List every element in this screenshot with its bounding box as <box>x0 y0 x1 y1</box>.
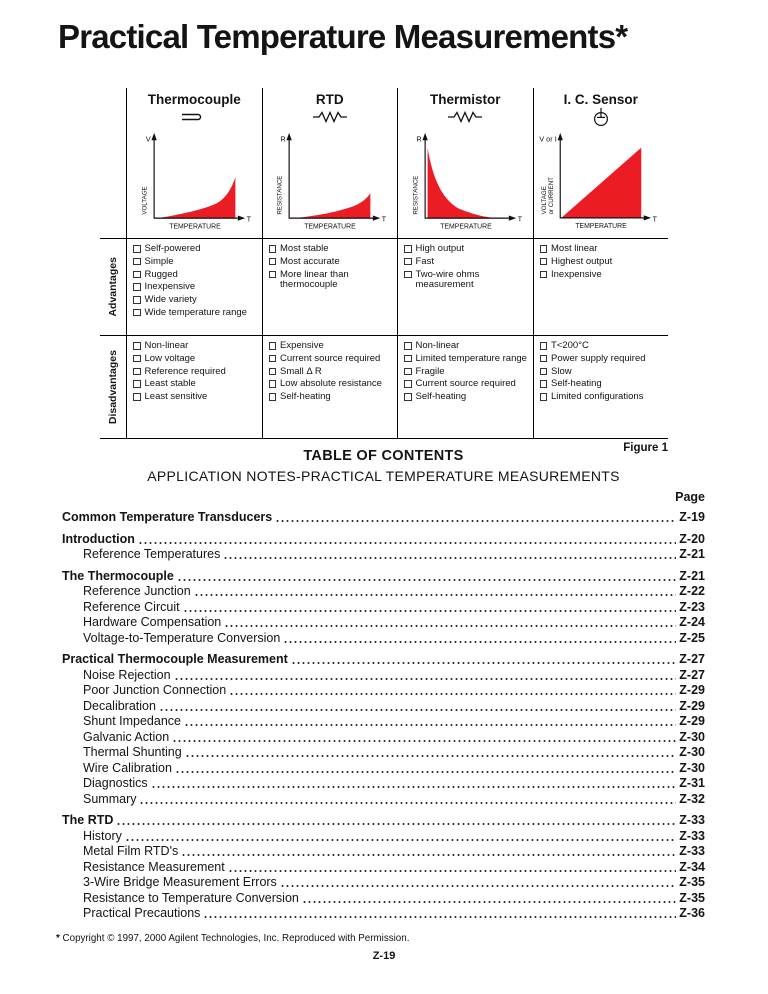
check-label: Rugged <box>144 268 178 280</box>
check-label: Most accurate <box>280 255 340 267</box>
toc-main-title: The RTD <box>62 813 114 827</box>
checkbox-icon <box>133 258 141 266</box>
y-axis-label <box>277 175 284 214</box>
checkbox-icon <box>269 258 277 266</box>
figure-row-label-cell <box>100 238 126 335</box>
toc-entry-sub <box>62 668 705 684</box>
check-item <box>540 367 666 378</box>
check-item <box>133 341 259 352</box>
toc-sub-page: Z-22 <box>679 584 705 598</box>
check-label: Current source required <box>415 378 516 390</box>
toc-entry-main <box>62 569 705 585</box>
check-item <box>133 392 259 403</box>
check-item <box>404 257 530 268</box>
check-list <box>534 336 669 403</box>
resistor-icon <box>312 111 348 123</box>
toc-entry-sub <box>62 683 705 699</box>
checkbox-icon <box>133 355 141 363</box>
checkbox-icon <box>404 271 412 279</box>
toc-sub-title: History <box>83 828 122 843</box>
check-item <box>133 354 259 365</box>
resistor-icon <box>447 111 483 123</box>
check-item <box>269 392 395 403</box>
checkbox-icon <box>269 271 277 279</box>
toc-main-title: The Thermocouple <box>62 568 174 583</box>
checkbox-icon <box>133 368 141 376</box>
check-list <box>398 239 533 291</box>
sensor-graph <box>266 128 393 238</box>
y-axis-label <box>412 175 419 214</box>
dot-leader <box>291 661 677 665</box>
toc-sub-page: Z-27 <box>679 667 705 682</box>
check-item <box>404 367 530 378</box>
toc-entry-sub <box>62 745 705 761</box>
check-item <box>269 257 395 268</box>
check-list <box>398 336 533 403</box>
checkbox-icon <box>269 342 277 350</box>
sensor-checklist-cell <box>126 238 262 335</box>
toc-sub-title: Galvanic Action <box>83 729 170 744</box>
y-axis-label-line: RESISTANCE <box>276 175 284 215</box>
check-label: Self-heating <box>415 391 467 403</box>
check-label: Most stable <box>280 243 329 254</box>
dot-leader <box>302 900 676 904</box>
toc-entry-sub <box>62 860 705 876</box>
check-item <box>269 341 395 352</box>
toc-entry-sub <box>62 615 705 631</box>
toc-entry-sub <box>62 547 705 563</box>
dot-leader <box>224 624 676 628</box>
check-label: Self-heating <box>551 378 602 390</box>
sensor-checklist-cell <box>533 238 669 335</box>
toc-entry-sub <box>62 699 705 715</box>
y-axis-label-line: or CURRENT <box>548 177 556 215</box>
dot-leader <box>283 640 676 644</box>
check-item <box>269 270 395 292</box>
check-label: Self-powered <box>144 243 201 254</box>
sensor-curve <box>290 193 371 219</box>
checkbox-icon <box>540 271 548 279</box>
toc-entry-sub <box>62 792 705 808</box>
toc-sub-page: Z-29 <box>679 698 705 713</box>
toc-sub-title: Reference Circuit <box>83 599 180 614</box>
dot-leader <box>181 853 676 857</box>
sensor-checklist-cell <box>262 238 398 335</box>
dot-leader <box>280 884 676 888</box>
toc-main-page: Z-20 <box>679 531 705 546</box>
toc-sub-page: Z-23 <box>679 599 705 614</box>
figure-caption: Figure 1 <box>623 442 668 454</box>
check-list <box>263 336 398 403</box>
check-item <box>540 270 666 281</box>
figure-row-label-cell <box>100 88 126 238</box>
toc-sub-page: Z-21 <box>679 547 705 561</box>
toc-sub-page: Z-35 <box>679 890 705 905</box>
toc-main-title: Common Temperature Transducers <box>62 510 273 524</box>
check-label: Wide temperature range <box>144 306 247 318</box>
toc-group <box>62 652 705 807</box>
check-item <box>133 308 259 319</box>
check-item <box>269 354 395 365</box>
toc-subheading: APPLICATION NOTES-PRACTICAL TEMPERATURE MEASUREMENTS <box>147 468 620 484</box>
checkbox-icon <box>133 342 141 350</box>
check-label: Least sensitive <box>144 391 208 403</box>
toc-group <box>62 813 705 922</box>
toc-sub-page: Z-30 <box>679 760 705 775</box>
x-axis-letter: T <box>381 214 387 224</box>
y-axis-label <box>141 186 148 214</box>
check-item <box>540 392 666 403</box>
check-list <box>263 239 398 291</box>
check-item <box>404 341 530 352</box>
check-item <box>540 341 666 352</box>
check-item <box>404 354 530 365</box>
toc-entry-sub <box>62 761 705 777</box>
check-label: Inexpensive <box>551 268 602 280</box>
toc-sub-title: Voltage-to-Temperature Conversion <box>83 630 281 645</box>
toc-entry-main <box>62 510 705 526</box>
y-axis-label-line: RESISTANCE <box>412 175 420 215</box>
dot-leader <box>185 754 677 758</box>
dot-leader <box>203 915 676 919</box>
check-label: Most linear <box>551 243 598 254</box>
toc-sub-title: Reference Junction <box>83 584 191 598</box>
toc-sub-title: Diagnostics <box>83 776 148 790</box>
toc-subentries <box>62 668 705 808</box>
sensor-icon-wrap <box>447 108 483 127</box>
toc-subentries <box>62 547 705 563</box>
toc-sub-title: Practical Precautions <box>83 906 201 920</box>
toc-entry-sub <box>62 600 705 616</box>
sensor-checklist-cell <box>397 335 533 439</box>
checkbox-icon <box>540 245 548 253</box>
row-label: Advantages <box>107 257 119 317</box>
checkbox-icon <box>404 258 412 266</box>
check-label: Power supply required <box>551 352 646 364</box>
check-label: T<200°C <box>551 340 589 351</box>
toc-entry-sub <box>62 844 705 860</box>
dot-leader <box>174 677 677 681</box>
y-axis-letter: V <box>145 133 151 143</box>
x-axis-letter: T <box>517 214 522 224</box>
check-label: Simple <box>144 255 174 267</box>
check-label: Two-wire ohms measurement <box>415 268 480 291</box>
toc-sub-title: Hardware Compensation <box>83 615 222 629</box>
check-item <box>269 379 395 390</box>
toc-group <box>62 510 705 526</box>
checkbox-icon <box>404 355 412 363</box>
toc-entry-sub <box>62 829 705 845</box>
checkbox-icon <box>540 380 548 388</box>
check-label: Wide variety <box>144 294 197 306</box>
check-item <box>133 270 259 281</box>
page-number: Z-19 <box>372 950 396 962</box>
toc-sub-page: Z-30 <box>679 745 705 759</box>
sensor-icon-wrap <box>312 108 348 127</box>
check-item <box>133 257 259 268</box>
checkbox-icon <box>133 245 141 253</box>
toc-sub-title: Resistance Measurement <box>83 859 225 874</box>
sensor-column-header <box>262 88 398 238</box>
sensor-icon-wrap <box>181 108 207 127</box>
toc-sub-page: Z-34 <box>679 859 705 874</box>
x-axis-letter: T <box>246 214 251 224</box>
check-label: Highest output <box>551 255 613 267</box>
sensor-curve <box>154 177 235 218</box>
row-label: Disadvantages <box>107 349 119 425</box>
figure-row-label-cell <box>100 335 126 439</box>
x-axis-label: TEMPERATURE <box>169 223 221 231</box>
sensor-column-header <box>533 88 669 238</box>
check-label: Non-linear <box>415 340 460 351</box>
dot-leader <box>139 801 676 805</box>
check-label: Reference required <box>144 365 226 377</box>
dot-leader <box>116 822 676 826</box>
dot-leader <box>138 541 676 545</box>
checkbox-icon <box>540 368 548 376</box>
x-axis-label: TEMPERATURE <box>440 223 492 231</box>
checkbox-icon <box>540 342 548 350</box>
page-title: Practical Temperature Measurements* <box>58 18 628 55</box>
toc-main-page: Z-27 <box>679 652 705 666</box>
toc-sub-title: Noise Rejection <box>83 667 171 682</box>
toc-sub-title: 3-Wire Bridge Measurement Errors <box>83 875 277 889</box>
check-label: Fragile <box>415 365 445 377</box>
toc-sub-title: Reference Temperatures <box>83 547 221 561</box>
toc-entry-main <box>62 813 705 829</box>
toc-entry-sub <box>62 714 705 730</box>
y-axis-letter: R <box>416 133 422 143</box>
checkbox-icon <box>269 393 277 401</box>
y-axis-label <box>541 177 555 215</box>
sensor-checklist-cell <box>397 238 533 335</box>
toc-page-label: Page <box>675 490 705 504</box>
toc-main-title: Practical Thermocouple Measurement <box>62 652 288 666</box>
check-item <box>404 270 530 292</box>
checkbox-icon <box>269 245 277 253</box>
sensor-checklist-cell <box>262 335 398 439</box>
dot-leader <box>275 519 676 523</box>
checkbox-icon <box>404 393 412 401</box>
y-axis-letter: V or I <box>539 134 558 144</box>
check-item <box>540 354 666 365</box>
toc-entry-main <box>62 532 705 548</box>
sensor-title: Thermistor <box>429 92 501 107</box>
dot-leader <box>183 609 677 613</box>
checkbox-icon <box>540 258 548 266</box>
check-item <box>133 295 259 306</box>
check-list <box>127 239 262 319</box>
check-list <box>127 336 262 403</box>
x-axis-label: TEMPERATURE <box>575 223 627 231</box>
toc-sub-title: Wire Calibration <box>83 760 172 775</box>
toc-main-page: Z-33 <box>679 813 705 827</box>
check-label: Slow <box>551 365 572 377</box>
check-label: Non-linear <box>144 340 189 351</box>
dot-leader <box>228 869 677 873</box>
checkbox-icon <box>133 309 141 317</box>
check-item <box>133 367 259 378</box>
toc-sub-page: Z-25 <box>679 630 705 645</box>
thermocouple-icon <box>181 110 207 124</box>
toc-sub-page: Z-36 <box>679 906 705 920</box>
sensor-graph <box>537 128 664 238</box>
y-axis-label-line: VOLTAGE <box>141 186 149 215</box>
checkbox-icon <box>540 393 548 401</box>
toc-subentries <box>62 829 705 922</box>
checkbox-icon <box>404 368 412 376</box>
checkbox-icon <box>133 296 141 304</box>
dot-leader <box>172 739 676 743</box>
toc-group <box>62 569 705 647</box>
toc-sub-page: Z-33 <box>679 828 705 843</box>
toc-entry-main <box>62 652 705 668</box>
toc-heading: TABLE OF CONTENTS <box>303 448 464 464</box>
dot-leader <box>159 708 676 712</box>
figure-grid <box>100 88 668 439</box>
sensor-column-header <box>126 88 262 238</box>
check-label: Current source required <box>280 352 381 364</box>
toc-sub-page: Z-31 <box>679 776 705 790</box>
check-item <box>404 244 530 255</box>
checkbox-icon <box>269 355 277 363</box>
check-label: Limited configurations <box>551 391 644 403</box>
dot-leader <box>175 770 676 774</box>
checkbox-icon <box>540 355 548 363</box>
toc-entries <box>62 510 705 922</box>
sensor-comparison-figure <box>100 88 668 454</box>
toc-entry-sub <box>62 631 705 647</box>
toc-sub-title: Thermal Shunting <box>83 745 182 759</box>
sensor-title: I. C. Sensor <box>563 92 638 107</box>
y-axis-label-line: VOLTAGE <box>541 186 549 215</box>
checkbox-icon <box>133 380 141 388</box>
toc-entry-sub <box>62 906 705 922</box>
toc-entry-sub <box>62 875 705 891</box>
check-item <box>540 379 666 390</box>
toc-sub-page: Z-35 <box>679 875 705 889</box>
check-label: Limited temperature range <box>415 352 527 364</box>
check-label: Least stable <box>144 378 196 390</box>
check-item <box>133 379 259 390</box>
sensor-checklist-cell <box>533 335 669 439</box>
sensor-icon-wrap <box>593 108 609 127</box>
dot-leader <box>125 838 676 842</box>
checkbox-icon <box>133 393 141 401</box>
check-item <box>269 367 395 378</box>
sensor-graph <box>131 128 258 238</box>
check-label: Expensive <box>280 340 324 351</box>
check-label: Low absolute resistance <box>280 378 382 390</box>
checkbox-icon <box>133 271 141 279</box>
dot-leader <box>229 692 676 696</box>
toc-entry-sub <box>62 891 705 907</box>
sensor-curve <box>561 148 642 219</box>
dot-leader <box>151 785 677 789</box>
check-label: Small Δ R <box>280 365 322 377</box>
toc-main-page: Z-19 <box>679 510 705 524</box>
toc-sub-title: Summary <box>83 791 137 806</box>
checkbox-icon <box>404 380 412 388</box>
footnote-marker: * <box>56 933 60 944</box>
sensor-graph <box>402 128 529 238</box>
sensor-column-header <box>397 88 533 238</box>
copyright-footnote <box>56 933 409 944</box>
toc-sub-page: Z-29 <box>679 683 705 697</box>
y-axis-letter: R <box>280 133 286 143</box>
check-label: High output <box>415 243 465 254</box>
checkbox-icon <box>269 368 277 376</box>
check-label: More linear than thermocouple <box>280 268 349 291</box>
x-axis-letter: T <box>652 214 658 224</box>
toc-entry-sub <box>62 730 705 746</box>
toc-main-title: Introduction <box>62 531 135 546</box>
checkbox-icon <box>404 342 412 350</box>
checkbox-icon <box>404 245 412 253</box>
check-item <box>404 392 530 403</box>
check-item <box>540 257 666 268</box>
toc-main-page: Z-21 <box>679 568 705 583</box>
check-item <box>269 244 395 255</box>
ic-sensor-icon <box>593 108 609 127</box>
toc-sub-title: Poor Junction Connection <box>83 683 227 697</box>
dot-leader <box>223 556 676 560</box>
dot-leader <box>194 593 677 597</box>
x-axis-label: TEMPERATURE <box>304 223 356 231</box>
toc-sub-title: Resistance to Temperature Conversion <box>83 890 299 905</box>
toc-entry-sub <box>62 584 705 600</box>
toc-sub-page: Z-32 <box>679 791 705 806</box>
check-label: Fast <box>415 255 434 267</box>
toc-sub-page: Z-33 <box>679 844 705 858</box>
sensor-curve <box>427 147 506 218</box>
check-item <box>540 244 666 255</box>
check-list <box>534 239 669 280</box>
toc-subentries <box>62 584 705 646</box>
toc-sub-title: Decalibration <box>83 698 156 713</box>
check-label: Self-heating <box>280 391 331 403</box>
check-item <box>404 379 530 390</box>
sensor-title: Thermocouple <box>147 92 241 107</box>
check-item <box>133 282 259 293</box>
dot-leader <box>177 578 676 582</box>
toc-sub-page: Z-30 <box>679 729 705 744</box>
check-label: Low voltage <box>144 352 196 364</box>
toc-sub-page: Z-29 <box>679 714 705 728</box>
footnote-text: Copyright © 1997, 2000 Agilent Technologies, Inc. Reproduced with Permission. <box>59 933 410 944</box>
toc-sub-title: Metal Film RTD's <box>83 844 179 858</box>
check-item <box>133 244 259 255</box>
toc-sub-title: Shunt Impedance <box>83 714 181 728</box>
dot-leader <box>184 723 676 727</box>
toc-entry-sub <box>62 776 705 792</box>
sensor-checklist-cell <box>126 335 262 439</box>
check-label: Inexpensive <box>144 281 196 293</box>
table-of-contents <box>62 448 705 922</box>
sensor-title: RTD <box>315 92 344 107</box>
checkbox-icon <box>269 380 277 388</box>
toc-sub-page: Z-24 <box>679 615 705 629</box>
checkbox-icon <box>133 283 141 291</box>
toc-group <box>62 532 705 563</box>
